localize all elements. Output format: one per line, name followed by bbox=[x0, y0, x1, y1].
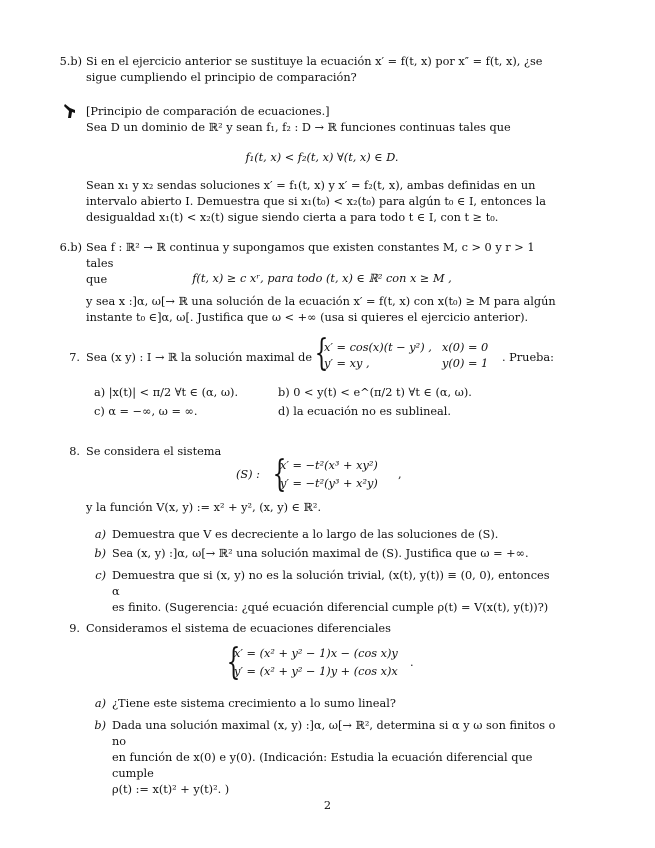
exercise-7-sys1: x′ = cos(x)(t − y²) , bbox=[324, 341, 432, 354]
exercise-6b-body bbox=[86, 294, 558, 326]
comparison-principle bbox=[86, 104, 558, 136]
exercise-8-system bbox=[236, 454, 436, 495]
exercise-7-b: b) 0 < y(t) < e^(π/2 t) ∀t ∈ (α, ω). bbox=[278, 386, 472, 399]
exercise-5b-line1: Si en el ejercicio anterior se sustituye la ecuación x′ = f(t, x) por x″ = f(t, x), ¿se bbox=[86, 55, 543, 68]
exercise-9-b-label: b) bbox=[94, 719, 106, 732]
exercise-9-system bbox=[222, 642, 452, 683]
exercise-6b-line4: instante t₀ ∈]α, ω[. Justifica que ω < +∞ (usa si quieres el ejercicio anterior). bbox=[86, 311, 529, 324]
exercise-7-statement bbox=[86, 333, 566, 376]
exercise-6b-formula: f(t, x) ≥ c xʳ, para todo (t, x) ∈ ℝ² con x ≥ M , bbox=[192, 272, 452, 285]
exercise-8-b-label: b) bbox=[94, 547, 106, 560]
exercise-6b-line3: y sea x :]α, ω[→ ℝ una solución de la ecuación x′ = f(t, x) con x(t₀) ≥ M para algún bbox=[86, 295, 556, 308]
exercise-9-a-label: a) bbox=[94, 697, 106, 710]
exercise-9-sys2: y′ = (x² + y² − 1)y + (cos x)x bbox=[234, 665, 398, 678]
exercise-9-b bbox=[112, 718, 558, 798]
exercise-7-d: d) la ecuación no es sublineal. bbox=[278, 405, 451, 418]
exercise-7-intro: Sea (x y) : I → ℝ la solución maximal de bbox=[86, 351, 313, 364]
comparison-line2: Sean x₁ y x₂ sendas soluciones x′ = f₁(t, x) y x′ = f₂(t, x), ambas definidas en un bbox=[86, 179, 536, 192]
exercise-5b bbox=[86, 54, 556, 86]
exercise-6b-line1: Sea f : ℝ² → ℝ continua y supongamos que existen constantes M, c > 0 y r > 1 tales bbox=[86, 241, 535, 270]
exercise-8-c-text: Demuestra que si (x, y) no es la solución trivial, (x(t), y(t)) ≡ (0, 0), entonces α bbox=[112, 569, 550, 598]
exercise-7-cond2: y(0) = 1 bbox=[442, 357, 489, 370]
exercise-8-a-text: Demuestra que V es decreciente a lo largo de las soluciones de (S). bbox=[112, 528, 499, 541]
comparison-line3: intervalo abierto I. Demuestra que si x₁(t₀) < x₂(t₀) para algún t₀ ∈ I, entonces la bbox=[86, 195, 546, 208]
exercise-9-label: 9. bbox=[69, 622, 80, 635]
exercise-7-brace: { bbox=[314, 333, 329, 374]
exercise-9-b-text3: ρ(t) := x(t)² + y(t)². ) bbox=[112, 783, 230, 796]
comparison-line4: desigualdad x₁(t) < x₂(t) sigue siendo cierta a para todo t ∈ I, con t ≥ t₀. bbox=[86, 211, 499, 224]
exercise-7-label: 7. bbox=[69, 351, 80, 364]
comparison-body bbox=[86, 178, 558, 226]
exercise-7-end: . Prueba: bbox=[502, 351, 554, 364]
exercise-8-c bbox=[112, 568, 558, 616]
exercise-9-b-text2: en función de x(0) e y(0). (Indicación: Estudia la ecuación diferencial que cumple bbox=[112, 751, 533, 780]
exercise-7-sys2: y′ = xy , bbox=[324, 357, 370, 370]
exercise-5b-label: 5.b) bbox=[59, 55, 82, 68]
page-number: 2 bbox=[323, 799, 332, 812]
exercise-9-sys1: x′ = (x² + y² − 1)x − (cos x)y bbox=[234, 647, 398, 660]
exercise-8-sys2: y′ = −t²(y³ + x²y) bbox=[280, 477, 378, 490]
comparison-title: [Principio de comparación de ecuaciones.] bbox=[86, 105, 330, 118]
exercise-8-sys1: x′ = −t²(x³ + xy²) bbox=[280, 459, 378, 472]
exercise-5b-line2: sigue cumpliendo el principio de comparación? bbox=[86, 71, 357, 84]
comparison-formula: f₁(t, x) < f₂(t, x) ∀(t, x) ∈ D. bbox=[245, 151, 399, 164]
exercise-7-a: a) |x(t)| < π/2 ∀t ∈ (α, ω). bbox=[94, 386, 239, 399]
exercise-8-comma: , bbox=[398, 468, 402, 481]
exercise-8-a-label: a) bbox=[94, 528, 106, 541]
exercise-8-sysname: (S) : bbox=[236, 468, 260, 481]
exercise-8-brace: { bbox=[272, 454, 287, 495]
exercise-9-intro: Consideramos el sistema de ecuaciones diferenciales bbox=[86, 622, 391, 635]
exercise-8-b-text: Sea (x, y) :]α, ω[→ ℝ² una solución maximal de (S). Justifica que ω = +∞. bbox=[112, 547, 529, 560]
exercise-8-label: 8. bbox=[69, 445, 80, 458]
exercise-8-c-label: c) bbox=[95, 569, 106, 582]
exercise-9-a-text: ¿Tiene este sistema crecimiento a lo sumo lineal? bbox=[112, 697, 396, 710]
exercise-8-intro: Se considera el sistema bbox=[86, 445, 222, 458]
exercise-6b-line2: que bbox=[86, 273, 108, 286]
exercise-6b-label: 6.b) bbox=[59, 241, 82, 254]
exercise-9-brace: { bbox=[226, 642, 241, 683]
pointing-hand-icon bbox=[62, 104, 78, 120]
exercise-7-cond1: x(0) = 0 bbox=[442, 341, 489, 354]
exercise-8-c-text2: es finito. (Sugerencia: ¿qué ecuación diferencial cumple ρ(t) = V(x(t), y(t))?) bbox=[112, 601, 549, 614]
exercise-7-c: c) α = −∞, ω = ∞. bbox=[94, 405, 198, 418]
comparison-line1: Sea D un dominio de ℝ² y sean f₁, f₂ : D → ℝ funciones continuas tales que bbox=[86, 121, 511, 134]
exercise-8-function: y la función V(x, y) := x² + y², (x, y) ∈ ℝ². bbox=[86, 501, 322, 514]
exercise-9-dot: . bbox=[410, 656, 414, 669]
exercise-9-b-text: Dada una solución maximal (x, y) :]α, ω[→ ℝ², determina si α y ω son finitos o no bbox=[112, 719, 556, 748]
